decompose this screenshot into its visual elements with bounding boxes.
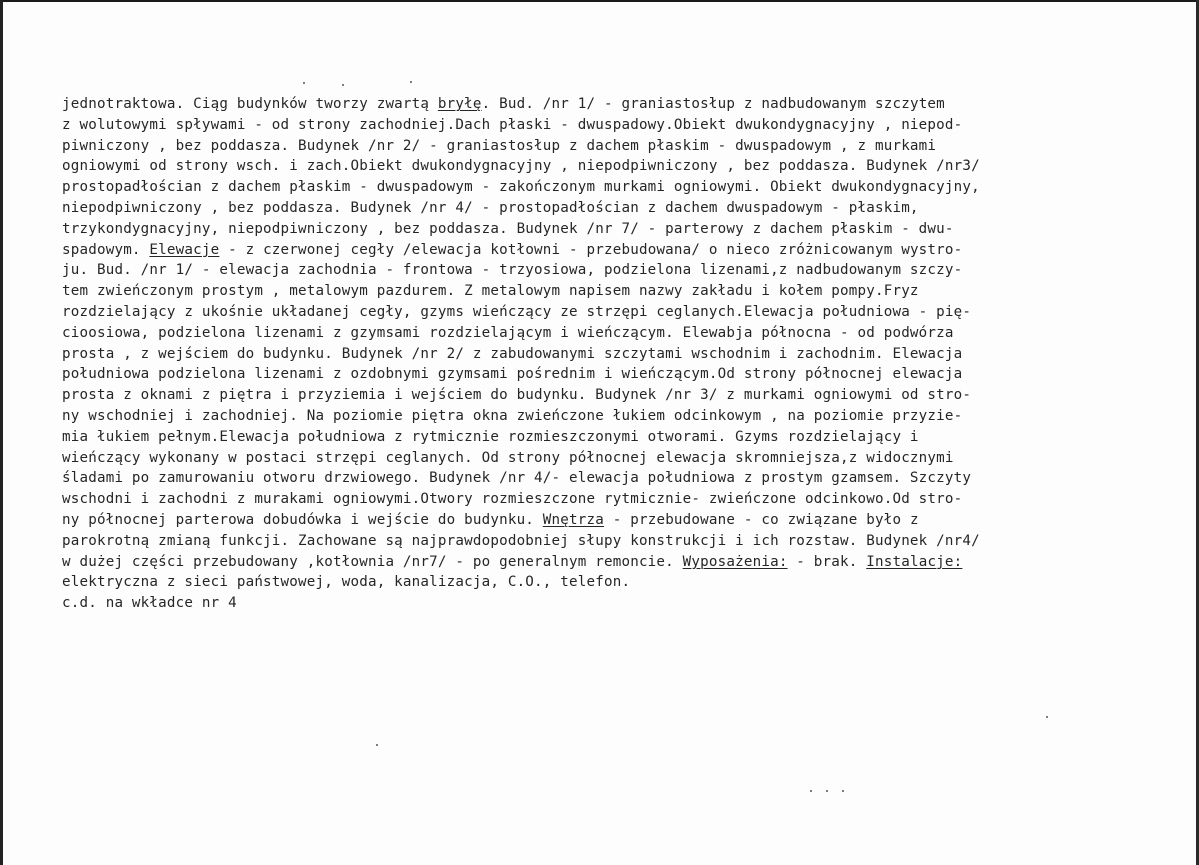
text-line: [62, 302, 1162, 323]
line-text: tem zwieńczonym prostym , metalowym pazdurem. Z metalowym napisem nazwy zakładu i kołem pompy.Fryz: [62, 283, 919, 300]
text-line: [62, 323, 1162, 344]
scan-speck: [303, 82, 305, 84]
text-line: [62, 115, 1162, 136]
section-heading: Wyposażenia:: [682, 553, 788, 570]
line-text: ny wschodniej i zachodniej. Na poziomie piętra okna zwieńczone łukiem odcinkowym , na poziomie przyzie-: [62, 407, 963, 424]
line-text: trzykondygnacyjny, niepodpiwniczony , bez poddasza. Budynek /nr 7/ - parterowy z dachem płaskim - dwu-: [62, 220, 954, 237]
section-heading: Elewacje: [149, 241, 220, 258]
text-line: [62, 344, 1162, 365]
text-line: [62, 94, 1162, 115]
text-line: [62, 136, 1162, 157]
line-text: . Bud. /nr 1/ - graniastosłup z nadbudowanym szczytem: [481, 96, 945, 112]
line-text: z wolutowymi spływami - od strony zachodniej.Dach płaski - dwuspadowy.Obiekt dwukondygnacyjny , niepod-: [62, 116, 963, 133]
line-text: piwniczony , bez poddasza. Budynek /nr 2/ - graniastosłup z dachem płaskim - dwuspadowym , z murkami: [62, 137, 937, 154]
line-text: prostopadłościan z dachem płaskim - dwuspadowym - zakończonym murkami ogniowymi. Obiekt dwukondygnacyjny,: [62, 179, 980, 196]
line-text: ju. Bud. /nr 1/ - elewacja zachodnia - frontowa - trzyosiowa, podzielona lizenami,z nadbudowanym szczy-: [62, 262, 963, 279]
text-line: [62, 156, 1162, 177]
text-line: [62, 510, 1162, 531]
scan-speck: [376, 744, 378, 746]
text-line: [62, 240, 1162, 261]
scan-speck: [342, 84, 344, 86]
line-text: c.d. na wkładce nr 4: [62, 595, 237, 612]
text-line: [62, 177, 1162, 198]
text-line: [62, 385, 1162, 406]
text-line: [62, 364, 1162, 385]
line-text: w dużej części przebudowany ,kotłownia /nr7/ - po generalnym remoncie.: [62, 553, 683, 570]
line-text: mia łukiem pełnym.Elewacja południowa z rytmicznie rozmieszczonymi otworami. Gzyms rozdzielający i: [62, 428, 919, 445]
text-line: [62, 572, 1162, 593]
text-line: [62, 427, 1162, 448]
line-text: prosta , z wejściem do budynku. Budynek /nr 2/ z zabudowanymi szczytami wschodnim i zachodnim. Elewacja: [62, 345, 963, 362]
scan-edge-left: [0, 0, 3, 865]
text-line: [62, 531, 1162, 552]
line-text: spadowym.: [62, 241, 150, 258]
line-text: wschodni i zachodni z murakami ogniowymi.Otwory rozmieszczone rytmicznie- zwieńczone odcinkowo.Od stro-: [62, 491, 963, 508]
text-line: [62, 552, 1162, 573]
scan-speck: [842, 790, 844, 792]
text-line: [62, 593, 1162, 614]
scan-edge-top: [0, 0, 1199, 2]
section-heading: Instalacje:: [866, 553, 963, 570]
line-text: wieńczący wykonany w postaci strzępi ceglanych. Od strony północnej elewacja skromniejsza,z widocznymi: [62, 449, 954, 466]
line-text: - przebudowane - co związane było z: [604, 511, 919, 528]
section-heading: Wnętrza: [542, 511, 604, 528]
scan-speck: [1046, 716, 1048, 718]
section-heading: bryłę: [437, 96, 482, 112]
line-text: niepodpiwniczony , bez poddasza. Budynek /nr 4/ - prostopadłościan z dachem dwuspadowym - płaskim,: [62, 199, 919, 216]
line-text: południowa podzielona lizenami z ozdobnymi gzymsami pośrednim i wieńczącym.Od strony północnej elewacja: [62, 366, 963, 383]
line-text: śladami po zamurowaniu otworu drzwiowego. Budynek /nr 4/- elewacja południowa z prostym gzamsem. Szczyty: [62, 470, 972, 487]
line-text: ogniowymi od strony wsch. i zach.Obiekt dwukondygnacyjny , niepodpiwniczony , bez poddasza. Budynek /nr3/: [62, 158, 980, 175]
text-line: [62, 260, 1162, 281]
line-text: cioosiowa, podzielona lizenami z gzymsami rozdzielającym i wieńczącym. Elewabja północna - od podwórza: [62, 324, 954, 341]
scan-speck: [826, 790, 828, 792]
text-line: [62, 281, 1162, 302]
text-line: [62, 219, 1162, 240]
line-text: elektryczna z sieci państwowej, woda, kanalizacja, C.O., telefon.: [62, 574, 631, 591]
text-line: [62, 468, 1162, 489]
line-text: prosta z oknami z piętra i przyziemia i wejściem do budynku. Budynek /nr 3/ z murkami ogniowymi od stro-: [62, 387, 972, 404]
line-text: parokrotną zmianą funkcji. Zachowane są najprawdopodobniej słupy konstrukcji i ich rozstaw. Budynek /nr4/: [62, 532, 980, 549]
text-line: [62, 489, 1162, 510]
text-line: [62, 448, 1162, 469]
line-text: ny północnej parterowa dobudówka i wejście do budynku.: [62, 511, 543, 528]
line-text: jednotraktowa. Ciąg budynków tworzy zwartą: [62, 96, 438, 112]
text-line: [62, 406, 1162, 427]
line-text: - z czerwonej cegły /elewacja kotłowni - przebudowana/ o nieco zróżnicowanym wystro-: [219, 241, 963, 258]
line-text: rozdzielający z ukośnie układanej cegły, gzyms wieńczący ze strzępi ceglanych.Elewacja południowa - pię-: [62, 303, 972, 320]
line-text: - brak.: [787, 553, 867, 570]
text-line: [62, 198, 1162, 219]
document-body: [62, 94, 1162, 614]
scan-speck: [810, 790, 812, 792]
scan-speck: [410, 81, 412, 83]
